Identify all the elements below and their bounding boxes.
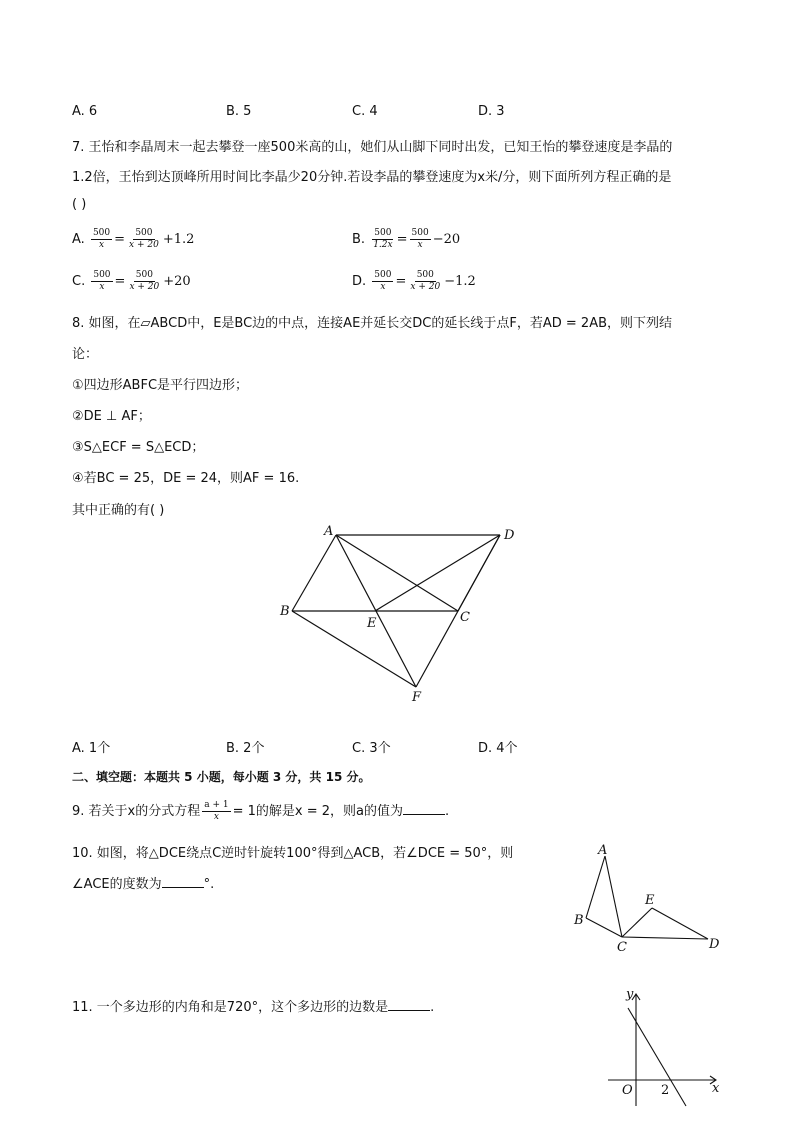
q6-option-d: D. 3 — [478, 104, 505, 119]
q7-line-2: 1.2倍，王怡到达顶峰所用时间比李晶少20分钟.若设李晶的攀登速度为x米/分，则下面所列方程正确的是 — [72, 170, 672, 185]
q8-option-b: B. 2个 — [226, 741, 265, 756]
q11: 11. 一个多边形的内角和是720°，这个多边形的边数是 . — [72, 1000, 435, 1015]
q9-text-post: = 1的解是x = 2，则a的值为 — [232, 804, 403, 819]
q6-option-c: C. 4 — [352, 104, 378, 119]
answer-blank[interactable] — [388, 998, 430, 1011]
q11-coordinate-figure — [598, 980, 728, 1110]
label-x: x — [712, 1081, 720, 1096]
q9: 9. 若关于x的分式方程 $\frac{a + 1}{x}$ = 1的解是x = 2，则a的值为 . — [72, 800, 450, 822]
fraction: $\frac{a + 1}{x}$ — [204, 800, 229, 822]
label-F: F — [412, 690, 422, 705]
q8-statement-3: ③S△ECF = S△ECD； — [72, 440, 205, 455]
q8-statement-2: ②DE ⊥ AF； — [72, 409, 151, 424]
q8-line-2: 论： — [72, 347, 99, 362]
q7-option-a: A. $\frac{500}{x}$ = $\frac{500}{x + 20}$ +1.2 — [72, 228, 195, 250]
label-E: E — [367, 616, 377, 631]
section-2-heading: 二、填空题：本题共 5 小题，每小题 3 分，共 15 分。 — [72, 770, 371, 784]
fraction: $\frac{500}{x + 20}$ — [129, 270, 160, 292]
q8-option-d: D. 4个 — [478, 741, 518, 756]
fraction: $\frac{500}{x}$ — [374, 270, 392, 292]
fraction: $\frac{500}{x + 20}$ — [410, 270, 441, 292]
answer-blank[interactable] — [162, 875, 204, 888]
q8-statement-4: ④若BC = 25，DE = 24，则AF = 16. — [72, 471, 300, 486]
q8-parallelogram-figure — [270, 515, 530, 710]
label-B: B — [280, 604, 290, 619]
label-A: A — [324, 524, 334, 539]
q8-question: 其中正确的有( ) — [72, 503, 165, 518]
label-y: y — [626, 987, 634, 1002]
q6-option-a: A. 6 — [72, 104, 98, 119]
q10-line-2: ∠ACE的度数为 °. — [72, 877, 215, 892]
q7-option-d: D. $\frac{500}{x}$ = $\frac{500}{x + 20}$ −1.2 — [352, 270, 476, 292]
answer-blank[interactable] — [403, 802, 445, 815]
label-C: C — [617, 940, 627, 955]
fraction: $\frac{500}{1.2x}$ — [373, 228, 393, 250]
q8-line-1: 8. 如图，在▱ABCD中，E是BC边的中点，连接AE并延长交DC的延长线于点F，若AD = 2AB，则下列结 — [72, 316, 672, 331]
q7-line-1: 7. 王怡和李晶周末一起去攀登一座500米高的山，她们从山脚下同时出发，已知王怡的攀登速度是李晶的 — [72, 140, 673, 155]
line-graph — [628, 1008, 686, 1106]
option-label: C. — [72, 274, 86, 289]
q8-statement-1: ①四边形ABFC是平行四边形； — [72, 378, 249, 393]
fraction: $\frac{500}{x + 20}$ — [129, 228, 159, 250]
q6-option-b: B. 5 — [226, 104, 252, 119]
label-origin: O — [622, 1083, 633, 1098]
label-two: 2 — [661, 1083, 670, 1098]
q9-text-pre: 9. 若关于x的分式方程 — [72, 804, 201, 819]
label-B: B — [574, 913, 584, 928]
q10-line-1: 10. 如图，将△DCE绕点C逆时针旋转100°得到△ACB，若∠DCE = 50°，则 — [72, 846, 514, 861]
q8-option-a: A. 1个 — [72, 741, 111, 756]
label-D: D — [709, 937, 720, 952]
option-label: B. — [352, 232, 366, 247]
q8-option-c: C. 3个 — [352, 741, 391, 756]
fraction: $\frac{500}{x}$ — [411, 228, 429, 250]
fraction: $\frac{500}{x}$ — [93, 270, 111, 292]
q7-line-3: ( ) — [72, 197, 87, 212]
label-A: A — [598, 843, 608, 858]
label-C: C — [460, 610, 470, 625]
option-label: D. — [352, 274, 367, 289]
q7-option-c: C. $\frac{500}{x}$ = $\frac{500}{x + 20}$ +20 — [72, 270, 191, 292]
q10-rotation-figure — [568, 838, 728, 956]
option-label: A. — [72, 232, 85, 247]
fraction: $\frac{500}{x}$ — [92, 228, 111, 250]
q7-option-b: B. $\frac{500}{1.2x}$ = $\frac{500}{x}$ −20 — [352, 228, 461, 250]
label-E: E — [645, 893, 655, 908]
label-D: D — [504, 528, 515, 543]
